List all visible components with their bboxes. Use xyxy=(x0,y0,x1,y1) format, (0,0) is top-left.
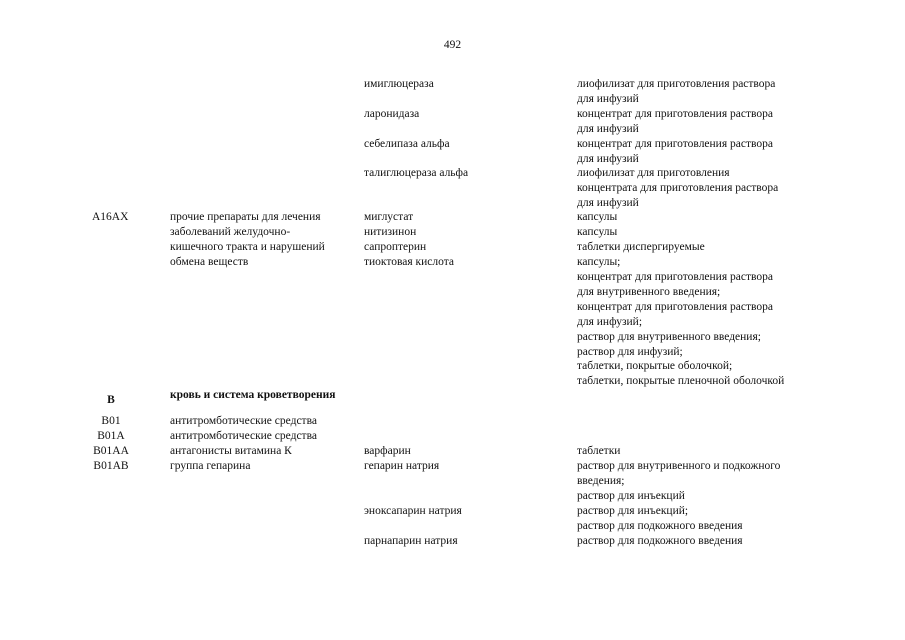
dosage-form: таблетки диспергируемые xyxy=(577,241,705,253)
dosage-form: раствор для подкожного введения xyxy=(577,520,743,532)
drug-name: миглустат xyxy=(364,211,414,223)
dosage-form: таблетки, покрытые оболочкой; xyxy=(577,360,733,372)
dosage-form: раствор для инъекций; xyxy=(577,505,689,517)
dosage-form: таблетки xyxy=(577,445,621,457)
dosage-form: для инфузий; xyxy=(577,316,643,328)
dosage-form: введения; xyxy=(577,475,625,487)
dosage-form: раствор для внутривенного введения; xyxy=(577,331,761,343)
page-number: 492 xyxy=(443,39,462,51)
dosage-form: лиофилизат для приготовления раствора xyxy=(577,78,776,90)
dosage-form: концентрат для приготовления раствора xyxy=(577,271,773,283)
dosage-form: для инфузий xyxy=(577,197,639,209)
category-line: антагонисты витамина К xyxy=(170,445,292,457)
dosage-form: раствор для инфузий; xyxy=(577,346,683,358)
drug-name: варфарин xyxy=(364,445,411,457)
section-title: кровь и система кроветворения xyxy=(170,389,336,401)
dosage-form: раствор для внутривенного и подкожного xyxy=(577,460,781,472)
dosage-form: лиофилизат для приготовления xyxy=(577,167,730,179)
category-line: антитромботические средства xyxy=(170,430,317,442)
dosage-form: концентрата для приготовления раствора xyxy=(577,182,779,194)
dosage-form: для инфузий xyxy=(577,153,639,165)
atc-code: B01AB xyxy=(93,460,129,472)
dosage-form: капсулы; xyxy=(577,256,621,268)
dosage-form: капсулы xyxy=(577,226,618,238)
dosage-form: капсулы xyxy=(577,211,618,223)
dosage-form: для внутривенного введения; xyxy=(577,286,721,298)
category-line: антитромботические средства xyxy=(170,415,317,427)
dosage-form: раствор для подкожного введения xyxy=(577,535,743,547)
drug-name: сапроптерин xyxy=(364,241,427,253)
drug-name: талиглюцераза альфа xyxy=(364,167,469,179)
atc-code: A16AX xyxy=(92,211,129,223)
dosage-form: раствор для инъекций xyxy=(577,490,685,502)
drug-name: эноксапарин натрия xyxy=(364,505,462,517)
atc-code: B01 xyxy=(101,415,121,427)
dosage-form: таблетки, покрытые пленочной оболочкой xyxy=(577,375,785,387)
dosage-form: для инфузий xyxy=(577,93,639,105)
section-code: B xyxy=(107,394,115,406)
drug-name: нитизинон xyxy=(364,226,417,238)
drug-name: парнапарин натрия xyxy=(364,535,458,547)
dosage-form: для инфузий xyxy=(577,123,639,135)
category-line: кишечного тракта и нарушений xyxy=(170,241,325,253)
dosage-form: концентрат для приготовления раствора xyxy=(577,108,773,120)
drug-name: ларонидаза xyxy=(364,108,420,120)
category-line: прочие препараты для лечения xyxy=(170,211,321,223)
atc-code: B01AA xyxy=(93,445,129,457)
category-line: заболеваний желудочно- xyxy=(170,226,291,238)
drug-name: тиоктовая кислота xyxy=(364,256,454,268)
category-line: обмена веществ xyxy=(170,256,249,268)
atc-code: B01A xyxy=(97,430,125,442)
drug-name: себелипаза альфа xyxy=(364,138,450,150)
category-line: группа гепарина xyxy=(170,460,251,472)
dosage-form: концентрат для приготовления раствора xyxy=(577,138,773,150)
drug-name: имиглюцераза xyxy=(364,78,434,90)
dosage-form: концентрат для приготовления раствора xyxy=(577,301,773,313)
drug-name: гепарин натрия xyxy=(364,460,440,472)
